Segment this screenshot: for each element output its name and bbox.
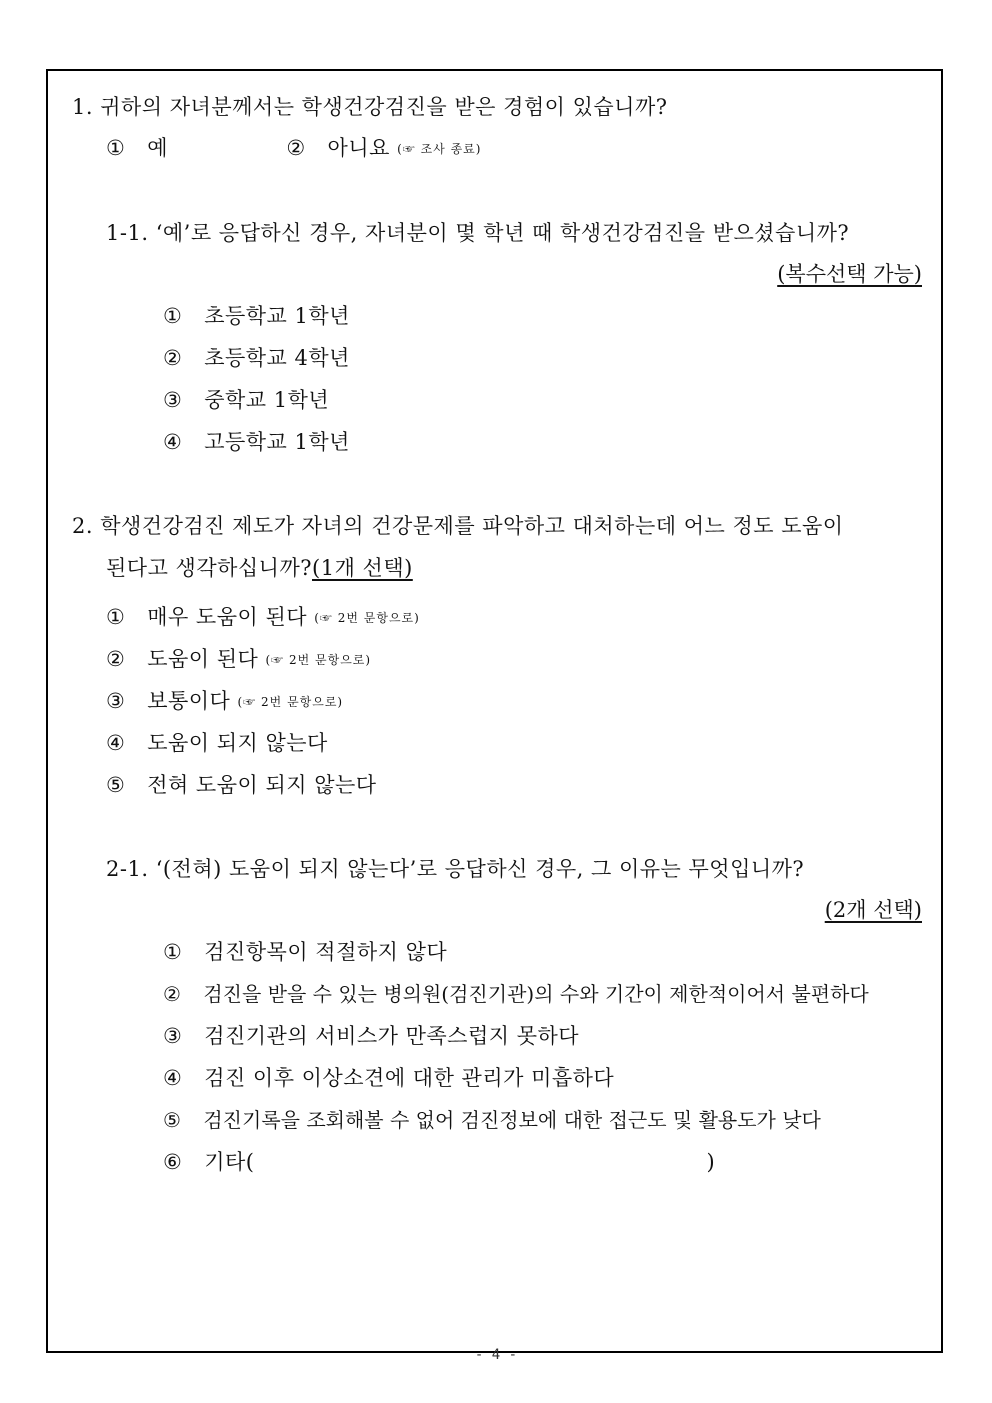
q2-option-1-note: (☞ 2번 문항으로) bbox=[314, 611, 420, 625]
q2-instruction: (1개 선택) bbox=[312, 556, 413, 580]
q2-line-2 bbox=[106, 553, 413, 583]
q1-1-option-2-mark[interactable]: ② bbox=[163, 346, 183, 370]
q2-option-3 bbox=[106, 686, 343, 717]
q2-1-line bbox=[106, 854, 804, 884]
q2-1-option-2 bbox=[163, 979, 869, 1009]
q2-option-5-mark[interactable]: ⑤ bbox=[106, 773, 126, 797]
q2-1-option-4-label: 검진 이후 이상소견에 대한 관리가 미흡하다 bbox=[204, 1066, 615, 1090]
q2-1-option-2-mark[interactable]: ② bbox=[163, 982, 181, 1006]
q2-1-option-5-mark[interactable]: ⑤ bbox=[163, 1108, 181, 1132]
q2-1-text: ‘(전혀) 도움이 되지 않는다’로 응답하신 경우, 그 이유는 무엇입니까? bbox=[155, 857, 805, 881]
q2-option-1-label: 매우 도움이 된다 bbox=[147, 605, 308, 629]
q2-number: 2. bbox=[72, 514, 94, 538]
q2-1-option-3-label: 검진기관의 서비스가 만족스럽지 못하다 bbox=[204, 1024, 580, 1048]
q1-1-instruction: (복수선택 가능) bbox=[777, 262, 922, 286]
q2-1-option-1 bbox=[163, 937, 447, 967]
q1-1-number: 1-1. bbox=[106, 221, 149, 245]
q2-1-option-6 bbox=[163, 1147, 715, 1177]
q1-1-line bbox=[106, 218, 849, 248]
q2-1-instruction: (2개 선택) bbox=[824, 898, 922, 922]
q2-option-5-label: 전혀 도움이 되지 않는다 bbox=[147, 773, 377, 797]
q2-1-option-1-label: 검진항목이 적절하지 않다 bbox=[204, 940, 448, 964]
q1-number: 1. bbox=[72, 95, 94, 119]
q2-option-1 bbox=[106, 602, 420, 633]
page-number: - 4 - bbox=[474, 1347, 518, 1363]
q1-1-option-1 bbox=[163, 301, 350, 331]
q1-option-2-mark[interactable]: ② bbox=[286, 136, 306, 160]
q1-1-option-2-label: 초등학교 4학년 bbox=[204, 346, 350, 370]
q1-option-1-label: 예 bbox=[147, 136, 168, 160]
q2-1-option-3 bbox=[163, 1021, 579, 1051]
q2-option-4 bbox=[106, 728, 328, 758]
q2-option-1-mark[interactable]: ① bbox=[106, 605, 126, 629]
q1-option-2-note: (☞ 조사 종료) bbox=[397, 142, 482, 156]
q2-1-option-4 bbox=[163, 1063, 614, 1093]
q2-text-line-1: 학생건강검진 제도가 자녀의 건강문제를 파악하고 대처하는데 어느 정도 도움이 bbox=[100, 514, 844, 538]
q2-1-option-5-label: 검진기록을 조회해볼 수 없어 검진정보에 대한 접근도 및 활용도가 낮다 bbox=[203, 1108, 821, 1132]
q1-1-option-4 bbox=[163, 427, 350, 457]
q2-option-4-label: 도움이 되지 않는다 bbox=[147, 731, 328, 755]
q2-1-option-3-mark[interactable]: ③ bbox=[163, 1024, 183, 1048]
q1-1-option-3 bbox=[163, 385, 329, 415]
q1-1-option-1-label: 초등학교 1학년 bbox=[204, 304, 350, 328]
q2-1-option-2-label: 검진을 받을 수 있는 병의원(검진기관)의 수와 기간이 제한적이어서 불편하다 bbox=[203, 982, 869, 1006]
q2-option-2 bbox=[106, 644, 371, 675]
q1-option-1-mark[interactable]: ① bbox=[106, 136, 126, 160]
q2-option-3-note: (☞ 2번 문항으로) bbox=[237, 695, 344, 709]
q2-1-option-1-mark[interactable]: ① bbox=[163, 940, 183, 964]
q2-text-line-2: 된다고 생각하십니까? bbox=[106, 556, 313, 580]
q1-1-option-3-mark[interactable]: ③ bbox=[163, 388, 183, 412]
q2-1-option-6-close: ) bbox=[706, 1150, 716, 1174]
q2-option-3-mark[interactable]: ③ bbox=[106, 689, 126, 713]
q2-1-option-4-mark[interactable]: ④ bbox=[163, 1066, 183, 1090]
q2-1-option-6-label: 기타( bbox=[204, 1150, 255, 1174]
q1-1-option-4-mark[interactable]: ④ bbox=[163, 430, 183, 454]
q2-option-4-mark[interactable]: ④ bbox=[106, 731, 126, 755]
q2-1-option-6-mark[interactable]: ⑥ bbox=[163, 1150, 183, 1174]
q2-line-1 bbox=[72, 511, 844, 541]
q2-1-number: 2-1. bbox=[106, 857, 149, 881]
q2-option-2-label: 도움이 된다 bbox=[147, 647, 259, 671]
q1-1-option-2 bbox=[163, 343, 350, 373]
q2-1-option-5 bbox=[163, 1105, 821, 1135]
q2-option-2-note: (☞ 2번 문항으로) bbox=[265, 653, 372, 667]
q1-text: 귀하의 자녀분께서는 학생건강검진을 받은 경험이 있습니까? bbox=[100, 95, 668, 119]
q2-option-3-label: 보통이다 bbox=[147, 689, 231, 713]
q1-line bbox=[72, 92, 668, 122]
q1-1-option-3-label: 중학교 1학년 bbox=[204, 388, 330, 412]
q1-option-2-label: 아니요 bbox=[327, 136, 390, 160]
q1-1-option-1-mark[interactable]: ① bbox=[163, 304, 183, 328]
q1-1-option-4-label: 고등학교 1학년 bbox=[204, 430, 350, 454]
q1-options bbox=[106, 133, 481, 164]
q2-option-5 bbox=[106, 770, 377, 800]
q2-option-2-mark[interactable]: ② bbox=[106, 647, 126, 671]
q1-1-text: ‘예’로 응답하신 경우, 자녀분이 몇 학년 때 학생건강검진을 받으셨습니까? bbox=[155, 221, 850, 245]
